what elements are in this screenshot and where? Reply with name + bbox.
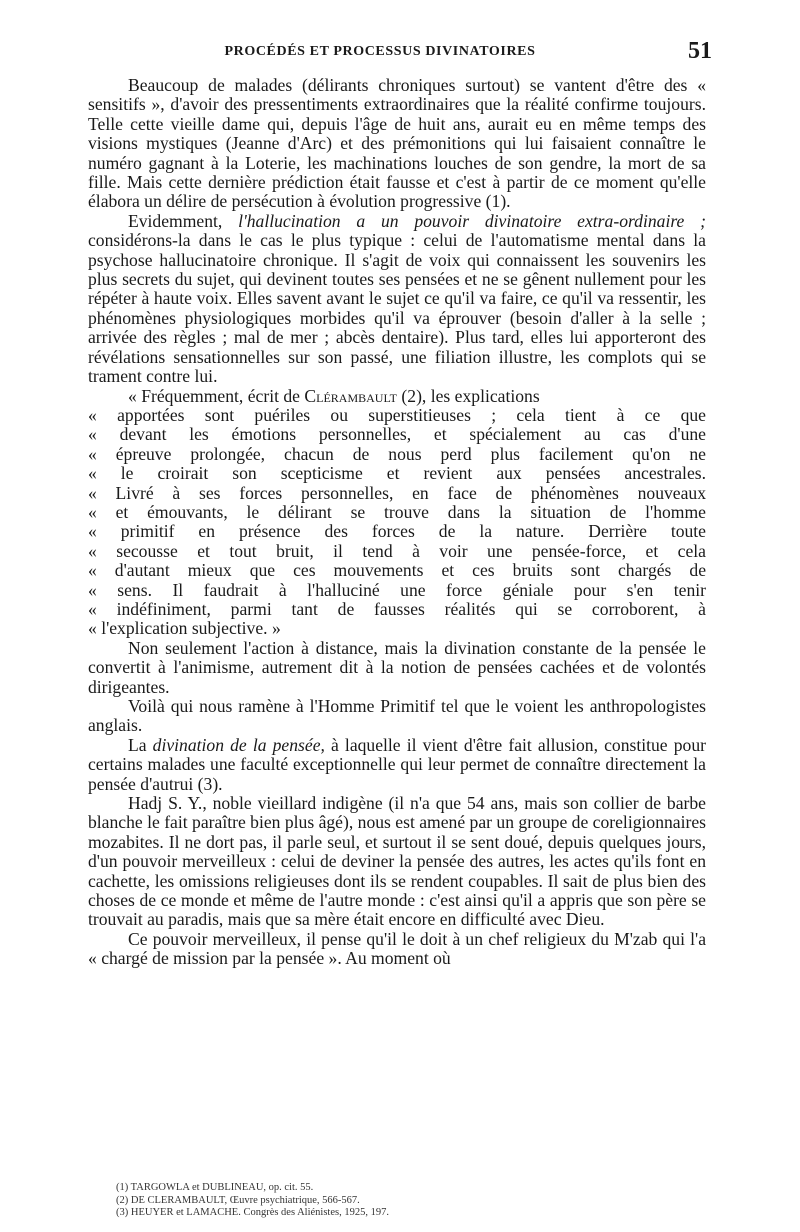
quote-start: « Fréquemment, écrit de (128, 385, 305, 406)
footnote-1: (1) TARGOWLA et DUBLINEAU, op. cit. 55. (116, 1182, 314, 1193)
footnote-2: (2) DE CLERAMBAULT, Œuvre psychiatrique, 566-567. (116, 1194, 360, 1206)
footnotes (116, 1182, 706, 1220)
running-title: PROCÉDÉS ET PROCESSUS DIVINATOIRES (224, 44, 536, 59)
paragraph-2 (88, 212, 706, 387)
quote-line: « sens. Il faudrait à l'halluciné une force géniale pour s'en tenir (88, 579, 706, 600)
quote-line: « indéfiniment, parmi tant de fausses réalités qui se corroborent, à (88, 598, 706, 619)
paragraph-4: Non seulement l'action à distance, mais la divination constante de la pensée le convertit à l'animisme, autrement dit à la notion de pensées cachées et de volontés dirigeantes. (88, 637, 706, 697)
paragraph-6-start: La (128, 734, 153, 755)
quote-line: « Livré à ses forces personnelles, en face de phénomènes nouveaux (88, 482, 706, 503)
paragraph-6-emphasis: divination de la pensée, (152, 734, 325, 755)
quote-line: « le croirait son scepticisme et revient aux pensées ancestrales. (88, 463, 706, 484)
paragraph-2-emphasis: l'hallucination a un pouvoir divinatoire extra-ordinaire ; (238, 210, 706, 231)
paragraph-2-rest: considérons-la dans le cas le plus typique : celui de l'automatisme mental dans la psychose hallucinatoire chronique. Il s'agit de voix qui connaissent les souvenirs les plus secrets du sujet, qui devinent toutes ses pensées et ne se gênent nullement pour les répéter à haute voix. Elles savent avant le sujet ce qu'il va faire, ce qu'il va ressentir, les phénomènes physiologiques morbides qu'il va éprouver (besoin d'aller à la selle ; arrivée des règles ; mal de mer ; abcès dentaire). Plus tard, elles lui apporteront des révélations sensationnelles sur son passé, une filiation illustre, les complots qui se trament contre lui. (88, 230, 706, 387)
footnote-3: (3) HEUYER et LAMACHE. Congrès des Aliénistes, 1925, 197. (116, 1207, 389, 1218)
paragraph-5: Voilà qui nous ramène à l'Homme Primitif tel que le voient les anthropologistes anglais. (88, 696, 706, 736)
quote-line: « devant les émotions personnelles, et spécialement au cas d'une (88, 424, 706, 445)
quote-after-author: (2), les explications (397, 385, 540, 406)
quote-line: « d'autant mieux que ces mouvements et ces bruits sont chargés de (88, 560, 706, 581)
quote-line: « apportées sont puériles ou superstitieuses ; cela tient à ce que (88, 404, 706, 425)
paragraph-7: Hadj S. Y., noble vieillard indigène (il n'a que 54 ans, mais son collier de barbe blanche le fait paraître bien plus âgé), nous est amené par un groupe de coreligionnaires mozabites. Il ne dort pas, il parle seul, et surtout il se sent doué, depuis quelques jours, d'un pouvoir merveilleux : celui de deviner la pensée des autres, les actes qu'ils font en cachette, les omissions religieuses dont ils se rendent coupables. Il sait de plus bien des choses de ce monde et même de l'autre monde : c'est ainsi qu'il a appris que son père se trouvait au paradis, mais que sa mère était encore en difficulté avec Dieu. (88, 793, 706, 930)
quote-line: « secousse et tout bruit, il tend à voir une pensée-force, et cela (88, 540, 706, 561)
quote-author: Clérambault (304, 385, 398, 406)
running-head (88, 38, 712, 70)
quote-line: « épreuve prolongée, chacun de nous perd plus facilement qu'on ne (88, 443, 706, 464)
quotation (88, 387, 706, 639)
quote-line: « l'explication subjective. » (88, 618, 281, 639)
quote-line: « primitif en présence des forces de la nature. Derrière toute (88, 521, 706, 542)
paragraph-6-rest: à laquelle il vient d'être fait allusion, constitue pour certains malades une faculté exceptionnelle qui leur permet de connaître directement la pensée d'autrui (3). (88, 734, 706, 794)
page-number: 51 (688, 38, 712, 64)
paragraph-1: Beaucoup de malades (délirants chroniques surtout) se vantent d'être des « sensitifs », d'avoir des pressentiments extraordinaires que la réalité confirme toujours. Telle cette vieille dame qui, depuis l'âge de huit ans, aurait eu en même temps des visions mystiques (Jeanne d'Arc) et des prémonitions qui lui faisaient connaître le numéro gagnant à la Loterie, les machinations louches de son gendre, la mort de sa fille. Mais cette dernière prédiction était fausse et c'est à partir de ce moment qu'elle élabora un délire de persécution à évolution progressive (1). (88, 75, 706, 212)
paragraph-8: Ce pouvoir merveilleux, il pense qu'il le doit à un chef religieux du M'zab qui l'a « chargé de mission par la pensée ». Au moment où (88, 928, 706, 969)
body-text (88, 76, 706, 969)
paragraph-2-start: Evidemment, (128, 210, 239, 231)
paragraph-6 (88, 736, 706, 794)
quote-line: « et émouvants, le délirant se trouve dans la situation de l'homme (88, 501, 706, 522)
